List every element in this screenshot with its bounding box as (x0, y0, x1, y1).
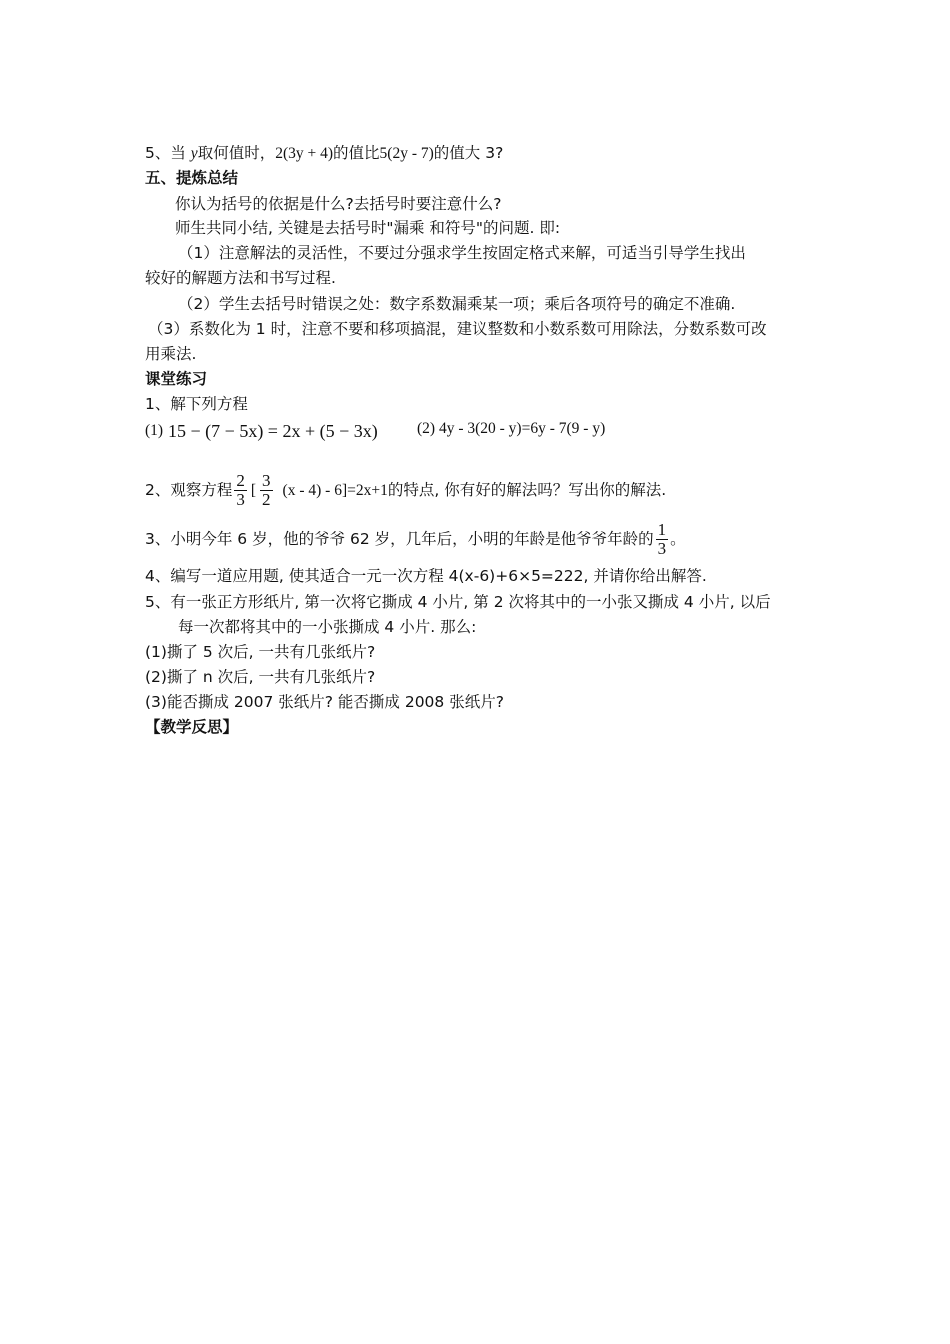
summary-p4: （2）学生去括号时错误之处：数字系数漏乘某一项；乘后各项符号的确定不准确. (178, 295, 736, 313)
question-5-top: 5、当 y取何值时，2(3y + 4)的值比5(2y - 7)的值大 3? (145, 144, 504, 162)
practice-q5-3: (3)能否撕成 2007 张纸片? 能否撕成 2008 张纸片? (145, 693, 504, 711)
expr2: 5(2y - 7) (379, 145, 434, 162)
practice-q5-2: (2)撕了 n 次后, 一共有几张纸片? (145, 668, 376, 686)
practice-q1: 1、解下列方程 (145, 395, 248, 413)
q2-fraction-2-3: $\frac{2}{3}$ (236, 471, 245, 509)
practice-q3: 3、小明今年 6 岁，他的爷爷 62 岁，几年后，小明的年龄是他爷爷年龄的 $\frac{1}{3}$ 。 (145, 520, 686, 558)
var-y: y (190, 145, 198, 162)
summary-p3a: （1）注意解法的灵活性，不要过分强求学生按固定格式来解，可适当引导学生找出 (178, 244, 746, 262)
practice-q2: 2、观察方程 $\frac{2}{3}$ [ $\frac{3}{2}$ (x - 4) - 6]=2x+1的特点, 你有好的解法吗？写出你的解法. (145, 471, 667, 509)
q3-fraction-1-3: $\frac{1}{3}$ (657, 520, 667, 558)
q1a-label: (1) (145, 422, 164, 439)
summary-p5b: 用乘法. (145, 345, 197, 363)
q2-fraction-3-2: $\frac{3}{2}$ (262, 471, 271, 509)
practice-q1a (145, 420, 378, 443)
section-title-summary: 五、提炼总结 (145, 169, 239, 187)
practice-q5a: 5、有一张正方形纸片, 第一次将它撕成 4 小片, 第 2 次将其中的一小张又撕成 4 小片, 以后 (145, 593, 771, 611)
practice-q5-1: (1)撕了 5 次后, 一共有几张纸片? (145, 643, 376, 661)
section-title-practice: 课堂练习 (145, 370, 208, 388)
practice-q1b: (2) 4y - 3(20 - y)=6y - 7(9 - y) (417, 420, 606, 437)
practice-q5b: 每一次都将其中的一小张撕成 4 小片. 那么: (178, 618, 477, 636)
summary-p5a: （3）系数化为 1 时，注意不要和移项搞混，建议整数和小数系数可用除法，分数系数可改 (148, 320, 767, 338)
summary-p2: 师生共同小结, 关键是去括号时"漏乘 和符号"的问题. 即: (175, 219, 561, 237)
expr1: 2(3y + 4) (275, 145, 334, 162)
summary-p3b: 较好的解题方法和书写过程. (145, 269, 336, 287)
summary-p1: 你认为括号的依据是什么?去括号时要注意什么? (175, 195, 502, 213)
q1a-equation: 15 − (7 − 5x) = 2x + (5 − 3x) (168, 421, 378, 441)
practice-q4: 4、编写一道应用题, 使其适合一元一次方程 4(x-6)+6×5=222, 并请你给出解答. (145, 567, 707, 585)
reflection-title: 【教学反思】 (145, 718, 239, 736)
